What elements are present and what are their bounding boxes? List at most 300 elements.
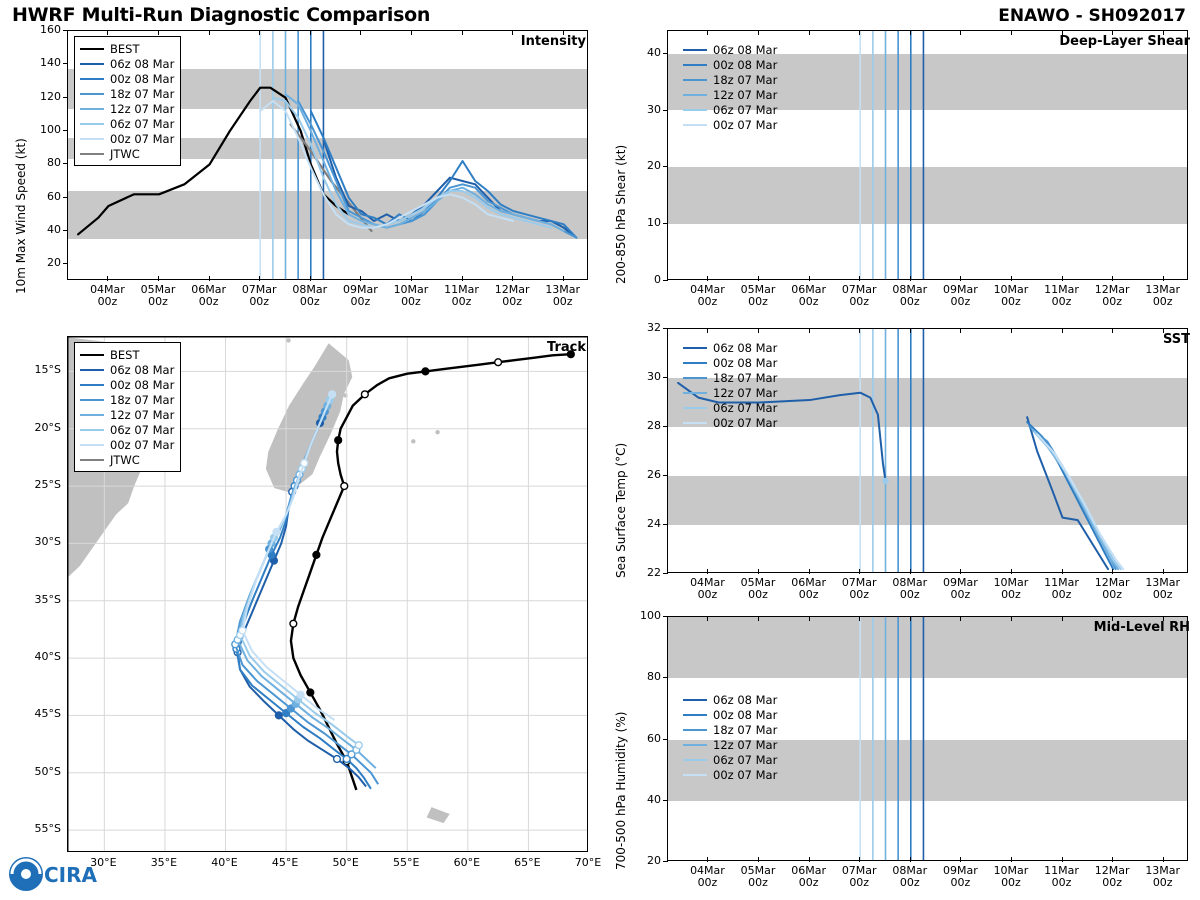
legend-swatch [683,49,707,51]
sst-y-axis-label: Sea Surface Temp (°C) [614,442,628,578]
axis-tick-label: 24 [647,517,661,530]
axis-tick-label: 09Mar 00z [942,576,978,601]
axis-tick-mark [910,30,911,35]
axis-tick-mark [1011,569,1012,574]
legend-label: 00z 08 Mar [110,377,175,392]
axis-tick-label: 35°E [150,856,178,869]
legend-label: 00z 07 Mar [110,437,175,452]
legend-swatch [683,774,707,776]
axis-tick-mark [411,276,412,281]
axis-tick-label: 26 [647,468,661,481]
legend-swatch [683,124,707,126]
axis-tick-label: 30°S [34,535,61,549]
axis-tick-label: 160 [40,23,61,36]
legend-label: 00z 08 Mar [713,707,778,722]
legend-item [683,707,777,722]
axis-tick-mark [758,276,759,281]
axis-tick-label: 22 [647,566,661,579]
axis-tick-mark [63,197,68,198]
legend-item [80,71,174,86]
axis-tick-mark [1062,857,1063,862]
track-title: Track [547,340,586,355]
axis-tick-mark [1112,328,1113,333]
legend-swatch [683,714,707,716]
axis-tick-label: 30 [647,102,661,116]
axis-tick-mark [758,30,759,35]
axis-tick-label: 12Mar 00z [1094,576,1130,601]
axis-tick-mark [63,97,68,98]
legend-swatch [683,407,707,409]
legend-label: 00z 07 Mar [713,415,778,430]
legend-label: JTWC [110,452,140,467]
axis-tick-mark [859,857,860,862]
axis-tick-mark [259,276,260,281]
rh-panel [600,608,1200,900]
axis-tick-mark [859,328,860,333]
axis-tick-label: 07Mar 00z [841,283,877,308]
axis-tick-label: 70°E [574,856,602,869]
svg-text:CIRA: CIRA [44,863,97,887]
legend-label: 18z 07 Mar [110,86,175,101]
axis-tick-label: 10Mar 00z [393,283,429,308]
axis-tick-label: 12Mar 00z [1094,283,1130,308]
axis-tick-label: 06Mar 00z [791,283,826,308]
axis-tick-label: 06Mar 00z [791,864,826,889]
axis-tick-label: 45°S [34,707,61,721]
legend-swatch [683,79,707,81]
legend-swatch [683,422,707,424]
axis-tick-label: 06Mar 00z [191,283,226,308]
legend-swatch [80,414,104,416]
legend-label: 00z 07 Mar [713,767,778,782]
rh-title: Mid-Level RH [1093,620,1190,635]
axis-tick-mark [663,616,668,617]
axis-tick-label: 25°S [34,478,61,492]
axis-tick-label: 40 [47,223,61,236]
legend-item [683,400,777,415]
axis-tick-label: 09Mar 00z [942,864,978,889]
legend-item [80,116,174,131]
axis-tick-mark [758,857,759,862]
axis-tick-label: 65°E [514,856,541,869]
legend-item [683,355,777,370]
legend-label: 06z 08 Mar [110,362,175,377]
axis-tick-label: 60°E [453,856,481,869]
sst-legend [678,336,783,434]
axis-tick-label: 06Mar 00z [791,576,826,601]
axis-tick-mark [1011,328,1012,333]
axis-tick-mark [960,569,961,574]
axis-tick-mark [209,30,210,35]
axis-tick-mark [663,328,668,329]
axis-tick-mark [1062,328,1063,333]
axis-tick-mark [663,800,668,801]
track-panel [0,330,602,875]
axis-tick-mark [960,616,961,621]
legend-label: 12z 07 Mar [713,385,778,400]
axis-tick-mark [107,30,108,35]
axis-tick-mark [960,328,961,333]
legend-label: 06z 07 Mar [713,400,778,415]
legend-swatch [80,399,104,401]
legend-item [683,117,777,132]
legend-item [80,407,174,422]
storm-id: ENAWO - SH092017 [998,6,1186,26]
axis-tick-label: 04Mar 00z [690,283,725,308]
axis-tick-mark [859,616,860,621]
axis-tick-label: 45°E [271,856,299,869]
legend-label: 00z 07 Mar [110,131,175,146]
axis-tick-mark [707,30,708,35]
axis-tick-mark [960,30,961,35]
axis-tick-mark [663,166,668,167]
legend-item [683,340,777,355]
legend-label: 06z 08 Mar [713,340,778,355]
axis-tick-mark [809,569,810,574]
axis-tick-mark [259,30,260,35]
axis-tick-mark [462,276,463,281]
axis-tick-label: 40°S [34,650,61,664]
shear-panel [600,22,1200,322]
axis-tick-mark [1011,616,1012,621]
legend-item [683,767,777,782]
legend-item [683,87,777,102]
legend-swatch [683,392,707,394]
axis-tick-label: 04Mar 00z [690,864,725,889]
legend-swatch [80,93,104,95]
axis-tick-label: 20 [47,256,61,270]
axis-tick-label: 11Mar 00z [444,283,479,308]
axis-tick-label: 32 [647,321,661,334]
axis-tick-mark [512,276,513,281]
axis-tick-label: 11Mar 00z [1044,283,1079,308]
legend-swatch [80,429,104,431]
axis-tick-label: 13Mar 00z [545,283,581,308]
axis-tick-label: 120 [40,89,61,103]
axis-tick-label: 13Mar 00z [1145,576,1181,601]
legend-item [683,42,777,57]
axis-tick-mark [663,573,668,574]
axis-tick-label: 55°E [393,856,420,869]
axis-tick-label: 10Mar 00z [993,576,1029,601]
legend-item [80,41,174,56]
axis-tick-mark [63,63,68,64]
axis-tick-label: 80 [647,670,661,684]
legend-swatch [80,354,104,356]
legend-item [80,437,174,452]
axis-tick-mark [758,569,759,574]
axis-tick-label: 60 [47,189,61,203]
axis-tick-mark [910,328,911,333]
axis-tick-label: 08Mar 00z [292,283,328,308]
legend-item [80,56,174,71]
axis-tick-mark [663,677,668,678]
legend-swatch [683,362,707,364]
axis-tick-mark [859,30,860,35]
page-title: HWRF Multi-Run Diagnostic Comparison [12,4,431,26]
legend-swatch [80,444,104,446]
legend-label: 00z 08 Mar [110,71,175,86]
legend-swatch [80,123,104,125]
axis-tick-label: 35°S [34,592,61,606]
legend-swatch [683,759,707,761]
legend-label: 00z 08 Mar [713,57,778,72]
axis-tick-mark [809,616,810,621]
legend-swatch [80,459,104,461]
axis-tick-label: 05Mar 00z [740,864,776,889]
axis-tick-label: 55°S [34,822,61,836]
axis-tick-label: 13Mar 00z [1145,864,1181,889]
axis-tick-mark [1163,569,1164,574]
axis-tick-mark [910,616,911,621]
axis-tick-mark [663,475,668,476]
axis-tick-label: 40°E [211,856,238,869]
axis-tick-label: 04Mar 00z [90,283,125,308]
axis-tick-mark [1011,857,1012,862]
legend-label: JTWC [110,146,140,161]
axis-tick-mark [663,223,668,224]
rh-y-axis-label: 700-500 hPa Humidity (%) [614,711,628,870]
legend-swatch [80,138,104,140]
axis-tick-mark [809,276,810,281]
axis-tick-label: 30 [647,370,661,383]
axis-tick-mark [663,53,668,54]
axis-tick-label: 07Mar 00z [841,576,877,601]
axis-tick-label: 08Mar 00z [892,283,928,308]
axis-tick-mark [707,276,708,281]
legend-label: 12z 07 Mar [110,407,175,422]
legend-item [683,57,777,72]
axis-tick-mark [707,857,708,862]
axis-tick-mark [663,739,668,740]
axis-tick-label: 20 [647,159,661,173]
axis-tick-label: 60 [647,731,661,745]
legend-label: 06z 07 Mar [110,422,175,437]
legend-item [683,737,777,752]
legend-swatch [80,384,104,386]
shear-title: Deep-Layer Shear [1059,34,1190,49]
legend-swatch [683,377,707,379]
axis-tick-mark [1163,276,1164,281]
legend-swatch [80,369,104,371]
axis-tick-label: 13Mar 00z [1145,283,1181,308]
axis-tick-mark [758,616,759,621]
legend-label: BEST [110,41,140,56]
legend-swatch [683,94,707,96]
axis-tick-mark [563,276,564,281]
axis-tick-mark [63,230,68,231]
legend-label: 12z 07 Mar [110,101,175,116]
legend-label: 06z 07 Mar [713,102,778,117]
axis-tick-label: 04Mar 00z [690,576,725,601]
axis-tick-mark [107,276,108,281]
axis-tick-mark [663,426,668,427]
axis-tick-label: 12Mar 00z [494,283,530,308]
legend-label: 18z 07 Mar [713,72,778,87]
axis-tick-mark [663,280,668,281]
axis-tick-label: 08Mar 00z [892,864,928,889]
legend-item [683,722,777,737]
legend-label: 06z 07 Mar [713,752,778,767]
axis-tick-mark [310,276,311,281]
rh-legend [678,688,783,786]
axis-tick-label: 100 [40,123,61,136]
axis-tick-mark [1163,857,1164,862]
legend-item [80,347,174,362]
axis-tick-mark [910,857,911,862]
legend-swatch [683,347,707,349]
legend-label: 12z 07 Mar [713,87,778,102]
axis-tick-mark [63,30,68,31]
legend-label: 12z 07 Mar [713,737,778,752]
legend-item [80,377,174,392]
axis-tick-label: 80 [47,156,61,170]
legend-item [80,101,174,116]
shear-y-axis-label: 200-850 hPa Shear (kt) [614,144,628,284]
axis-tick-mark [707,569,708,574]
legend-swatch [80,108,104,110]
axis-tick-mark [158,30,159,35]
legend-item [80,392,174,407]
axis-tick-label: 05Mar 00z [740,283,776,308]
intensity-legend [74,36,181,166]
legend-item [683,385,777,400]
intensity-y-axis-label: 10m Max Wind Speed (kt) [14,138,28,294]
track-legend [74,342,181,472]
axis-tick-mark [809,857,810,862]
axis-tick-mark [910,276,911,281]
legend-item [683,415,777,430]
axis-tick-mark [663,377,668,378]
axis-tick-label: 09Mar 00z [342,283,378,308]
axis-tick-mark [859,276,860,281]
axis-tick-mark [809,30,810,35]
axis-tick-mark [63,263,68,264]
axis-tick-label: 09Mar 00z [942,283,978,308]
legend-swatch [683,64,707,66]
legend-label: 06z 08 Mar [110,56,175,71]
axis-tick-mark [663,524,668,525]
sst-title: SST [1162,332,1190,347]
axis-tick-mark [809,328,810,333]
cira-logo [8,854,104,894]
axis-tick-mark [1062,569,1063,574]
axis-tick-label: 20°S [34,420,61,434]
axis-tick-mark [360,276,361,281]
axis-tick-label: 50°S [34,764,61,778]
legend-label: 00z 07 Mar [713,117,778,132]
axis-tick-label: 28 [647,419,661,432]
intensity-title: Intensity [520,34,586,49]
axis-tick-label: 40 [647,792,661,806]
axis-tick-mark [63,163,68,164]
legend-item [80,146,174,161]
axis-tick-label: 20 [647,854,661,867]
axis-tick-mark [1011,276,1012,281]
axis-tick-mark [462,30,463,35]
axis-tick-label: 05Mar 00z [140,283,176,308]
legend-swatch [683,744,707,746]
legend-label: 18z 07 Mar [713,722,778,737]
axis-tick-mark [663,861,668,862]
axis-tick-label: 12Mar 00z [1094,864,1130,889]
axis-tick-label: 11Mar 00z [1044,864,1079,889]
axis-tick-label: 11Mar 00z [1044,576,1079,601]
legend-item [80,86,174,101]
axis-tick-mark [1062,616,1063,621]
legend-label: 00z 08 Mar [713,355,778,370]
axis-tick-label: 08Mar 00z [892,576,928,601]
legend-item [80,131,174,146]
shear-legend [678,38,783,136]
axis-tick-mark [512,30,513,35]
legend-label: 06z 08 Mar [713,692,778,707]
legend-label: 06z 08 Mar [713,42,778,57]
axis-tick-label: 10Mar 00z [993,283,1029,308]
axis-tick-mark [1112,857,1113,862]
axis-tick-label: 40 [647,45,661,59]
legend-swatch [683,699,707,701]
legend-item [683,72,777,87]
legend-item [80,452,174,467]
axis-tick-mark [158,276,159,281]
axis-tick-mark [63,130,68,131]
axis-tick-mark [859,569,860,574]
legend-swatch [80,63,104,65]
axis-tick-mark [960,857,961,862]
axis-tick-label: 0 [654,273,661,286]
axis-tick-mark [310,30,311,35]
legend-label: BEST [110,347,140,362]
axis-tick-label: 07Mar 00z [241,283,277,308]
intensity-panel [0,22,596,322]
axis-tick-mark [1062,276,1063,281]
axis-tick-label: 05Mar 00z [740,576,776,601]
legend-item [683,102,777,117]
axis-tick-mark [1112,569,1113,574]
axis-tick-label: 07Mar 00z [841,864,877,889]
axis-tick-mark [707,328,708,333]
axis-tick-mark [1112,276,1113,281]
axis-tick-label: 10Mar 00z [993,864,1029,889]
axis-tick-label: 50°E [332,856,359,869]
legend-label: 18z 07 Mar [713,370,778,385]
legend-swatch [80,78,104,80]
legend-item [683,692,777,707]
axis-tick-mark [663,110,668,111]
legend-label: 06z 07 Mar [110,116,175,131]
legend-item [80,422,174,437]
legend-swatch [80,48,104,50]
axis-tick-label: 100 [640,609,661,622]
legend-item [683,752,777,767]
axis-tick-mark [1011,30,1012,35]
axis-tick-label: 30°E [90,856,117,869]
legend-swatch [80,153,104,155]
legend-item [683,370,777,385]
axis-tick-mark [707,616,708,621]
axis-tick-label: 10 [647,216,661,230]
legend-swatch [683,109,707,111]
axis-tick-mark [910,569,911,574]
sst-panel [600,320,1200,610]
axis-tick-mark [360,30,361,35]
axis-tick-label: 140 [40,56,61,70]
axis-tick-mark [960,276,961,281]
axis-tick-label: 15°S [34,363,61,377]
legend-swatch [683,729,707,731]
axis-tick-mark [411,30,412,35]
